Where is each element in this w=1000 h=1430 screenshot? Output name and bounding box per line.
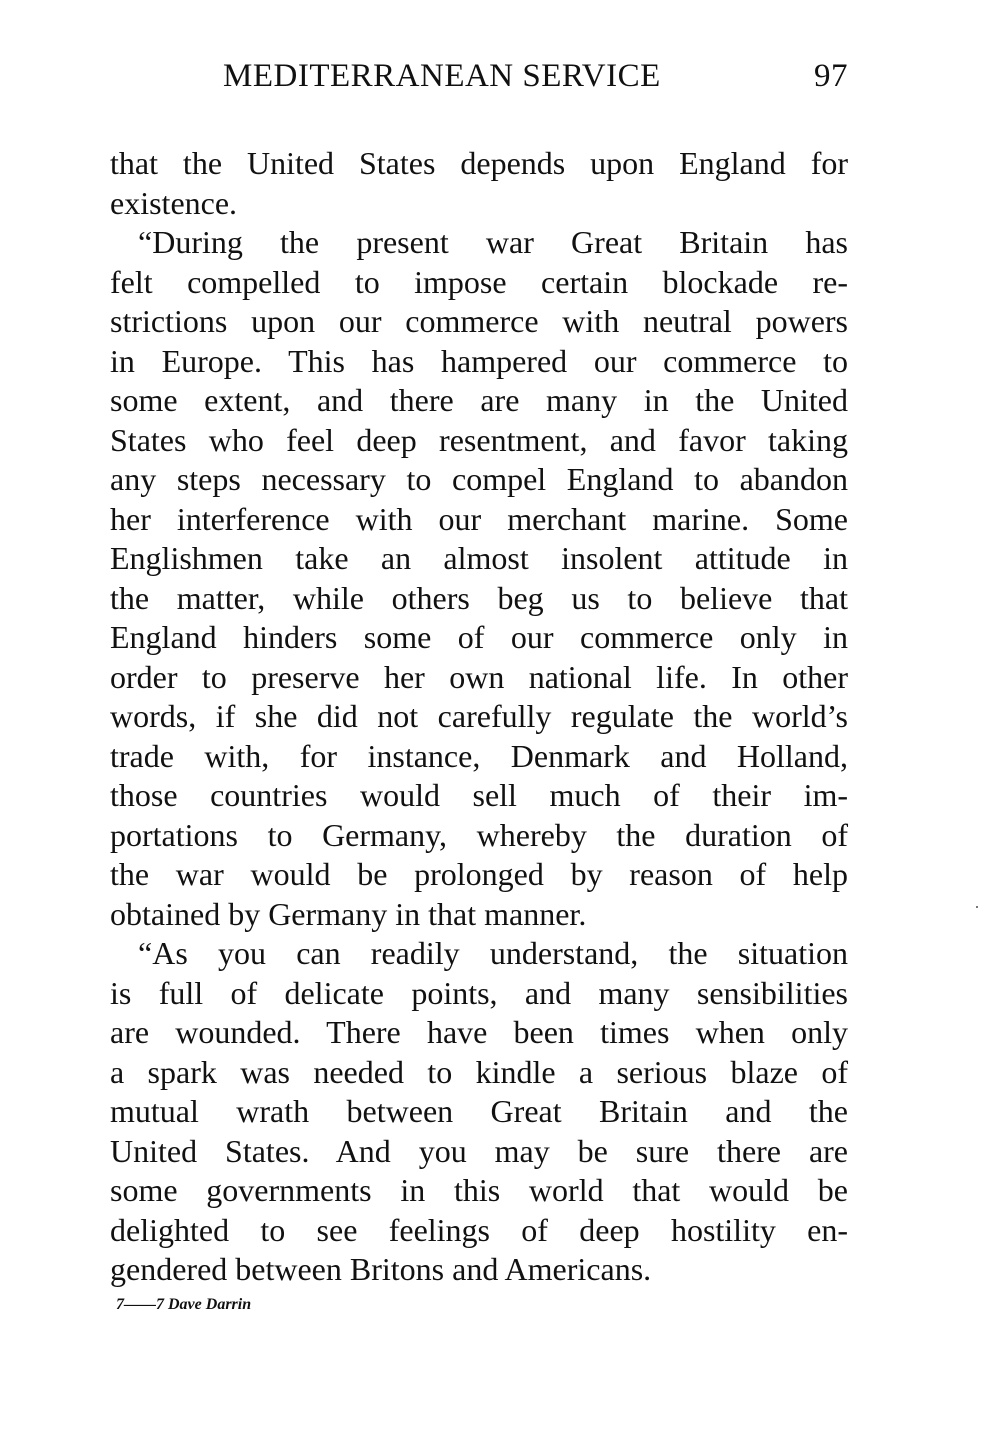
text-line: Englishmen take an almost insolent attitude in	[110, 540, 848, 576]
text-line: some governments in this world that would be	[110, 1172, 848, 1208]
text-line: some extent, and there are many in the United	[110, 382, 848, 418]
text-line: “As you can readily understand, the situation	[138, 935, 848, 971]
text-line: felt compelled to impose certain blockade re-	[110, 263, 848, 300]
text-line: a spark was needed to kindle a serious blaze of	[110, 1053, 848, 1090]
body-text	[110, 144, 848, 1290]
text-line: that the United States depends upon England for	[110, 145, 848, 181]
text-line: are wounded. There have been times when only	[110, 1014, 848, 1050]
text-line: words, if she did not carefully regulate the world’s	[110, 698, 848, 734]
text-line: “During the present war Great Britain has	[138, 224, 848, 260]
text-line: mutual wrath between Great Britain and the	[110, 1093, 848, 1129]
text-line: in Europe. This has hampered our commerce to	[110, 342, 848, 379]
text-line: the war would be prolonged by reason of help	[110, 856, 848, 892]
text-line: obtained by Germany in that manner.	[110, 895, 587, 932]
text-line: United States. And you may be sure there are	[110, 1132, 848, 1169]
text-line: is full of delicate points, and many sensibilities	[110, 974, 848, 1011]
text-line: the matter, while others beg us to believe that	[110, 579, 848, 616]
text-line: strictions upon our commerce with neutral powers	[110, 303, 848, 339]
scan-speck	[976, 906, 978, 908]
text-line: portations to Germany, whereby the duration of	[110, 816, 848, 853]
text-line: trade with, for instance, Denmark and Holland,	[110, 737, 848, 774]
running-title: MEDITERRANEAN SERVICE	[223, 58, 661, 94]
printer-signature-mark: 7——7 Dave Darrin	[116, 1296, 252, 1313]
page-number: 97	[814, 58, 848, 94]
text-line: delighted to see feelings of deep hostility en-	[110, 1211, 848, 1248]
running-head	[110, 58, 848, 102]
text-line: existence.	[110, 184, 238, 221]
text-line: order to preserve her own national life. In other	[110, 658, 848, 695]
text-line: gendered between Britons and Americans.	[110, 1251, 652, 1287]
text-line: any steps necessary to compel England to abandon	[110, 461, 848, 497]
text-line: States who feel deep resentment, and favor taking	[110, 421, 848, 458]
text-line: those countries would sell much of their im-	[110, 777, 848, 813]
text-line: her interference with our merchant marine. Some	[110, 500, 848, 537]
text-line: England hinders some of our commerce only in	[110, 619, 848, 655]
